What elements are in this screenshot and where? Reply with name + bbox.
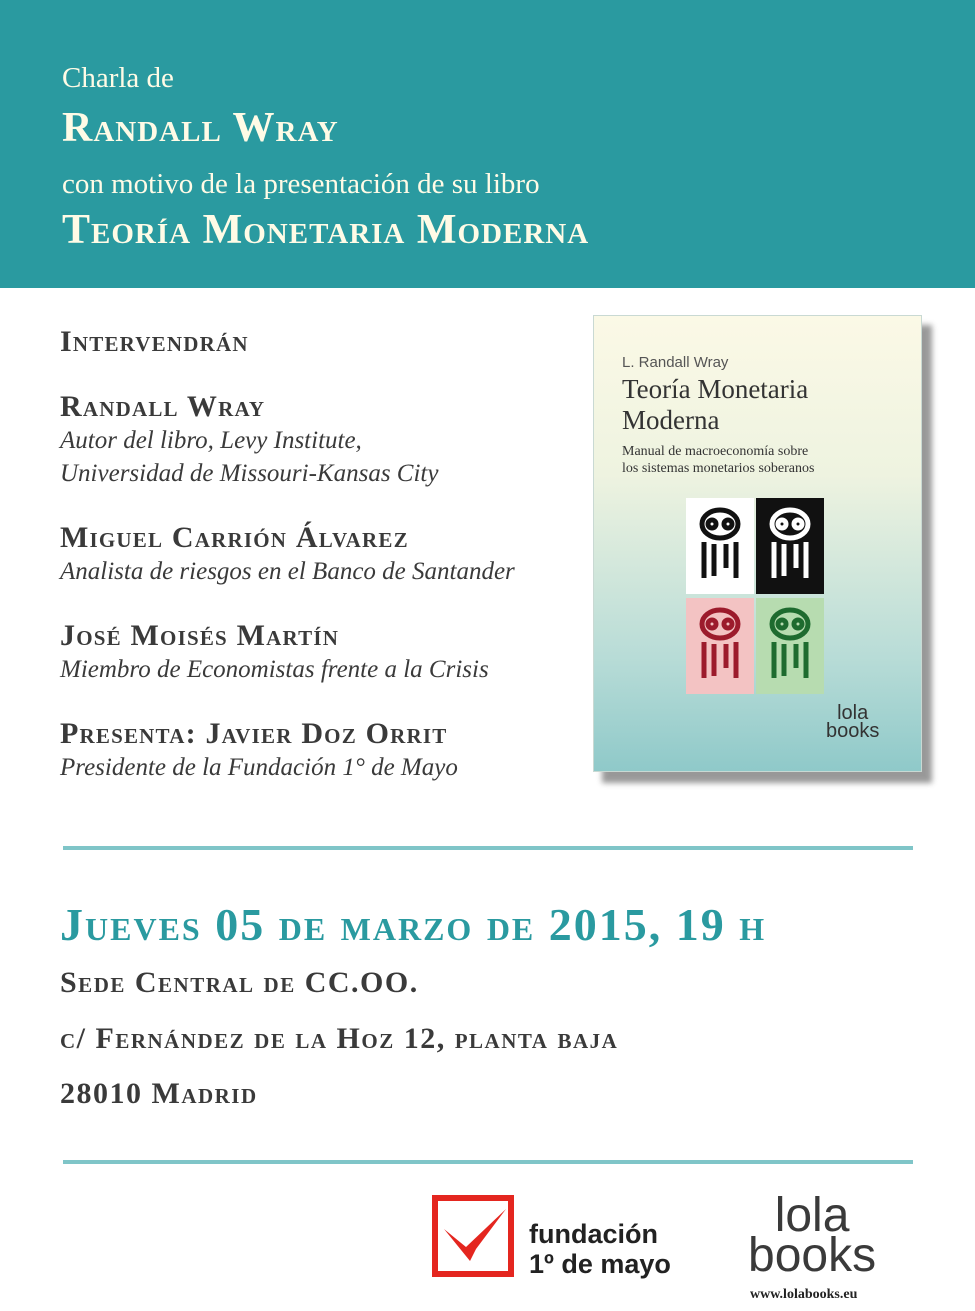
fundacion-line: fundación bbox=[529, 1219, 658, 1249]
intro-text: Charla de bbox=[62, 62, 174, 94]
participant-role: Miembro de Economistas frente a la Crisis bbox=[60, 656, 489, 683]
flag-icon bbox=[436, 1203, 512, 1275]
participant-name: Miguel Carrión Álvarez bbox=[60, 521, 409, 554]
header-banner bbox=[0, 0, 975, 288]
event-city: 28010 Madrid bbox=[60, 1077, 258, 1110]
fundacion-logo-mark bbox=[432, 1195, 514, 1277]
fundacion-logo-text bbox=[529, 1219, 671, 1279]
event-address: c/ Fernández de la Hoz 12, planta baja bbox=[60, 1022, 619, 1055]
participant-name: Presenta: Javier Doz Orrit bbox=[60, 717, 448, 750]
totem-figure-icon bbox=[696, 506, 744, 586]
event-date: Jueves 05 de marzo de 2015, 19 h bbox=[60, 899, 767, 950]
occasion-text: con motivo de la presentación de su libro bbox=[62, 168, 540, 200]
speaker-name: Randall Wray bbox=[62, 105, 339, 151]
figure-tile bbox=[686, 598, 754, 694]
book-subtitle-line: los sistemas monetarios soberanos bbox=[622, 461, 815, 476]
divider bbox=[63, 1160, 913, 1164]
publisher-line: books bbox=[826, 720, 880, 742]
book-title-line: Moderna bbox=[622, 405, 720, 435]
figure-tile bbox=[686, 498, 754, 594]
book-title-line: Teoría Monetaria bbox=[622, 374, 809, 404]
participant-role: Universidad de Missouri-Kansas City bbox=[60, 460, 439, 487]
totem-figure-icon bbox=[766, 606, 814, 686]
participant-role: Autor del libro, Levy Institute, bbox=[60, 427, 362, 454]
lola-line: books bbox=[748, 1229, 877, 1282]
lolabooks-logo bbox=[748, 1189, 877, 1282]
totem-figure-icon bbox=[766, 506, 814, 586]
participants-heading: Intervendrán bbox=[60, 325, 249, 358]
event-venue: Sede Central de CC.OO. bbox=[60, 966, 419, 999]
book-cover bbox=[593, 315, 922, 772]
figure-tile bbox=[756, 598, 824, 694]
figure-tile bbox=[756, 498, 824, 594]
publisher-line: lola bbox=[837, 702, 869, 724]
lolabooks-url: www.lolabooks.eu bbox=[750, 1287, 858, 1302]
book-publisher-logo bbox=[826, 704, 879, 740]
participant-role: Presidente de la Fundación 1° de Mayo bbox=[60, 754, 458, 781]
totem-figure-icon bbox=[696, 606, 744, 686]
book-title bbox=[622, 374, 912, 436]
book-subtitle bbox=[622, 443, 902, 477]
book-title-heading: Teoría Monetaria Moderna bbox=[62, 207, 590, 253]
book-author: L. Randall Wray bbox=[622, 354, 729, 371]
participant-name: José Moisés Martín bbox=[60, 619, 340, 652]
participant-name: Randall Wray bbox=[60, 390, 266, 423]
lola-line: lola bbox=[774, 1189, 850, 1242]
fundacion-line: 1º de mayo bbox=[529, 1249, 671, 1279]
participant-role: Analista de riesgos en el Banco de Santander bbox=[60, 558, 515, 585]
divider bbox=[63, 846, 913, 850]
book-subtitle-line: Manual de macroeconomía sobre bbox=[622, 444, 809, 459]
